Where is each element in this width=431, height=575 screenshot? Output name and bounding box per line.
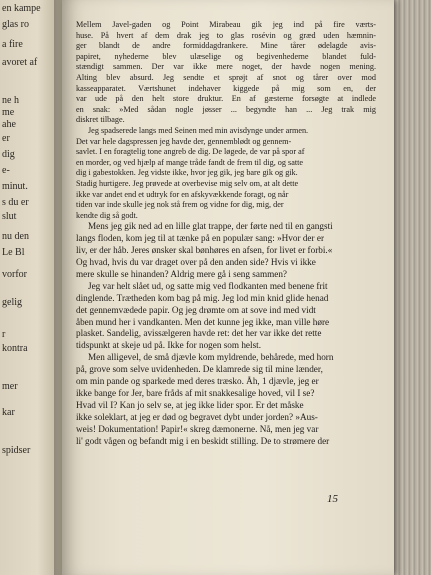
page-stack-edge <box>391 0 431 575</box>
text-line: huse. På hvert af dem drak jeg to glas rosévin og græd uden hæmnin- <box>76 30 376 40</box>
left-page <box>0 0 62 575</box>
text-line: mere skulle se hinanden? Aldrig mere gå i seng sammen? <box>76 268 287 279</box>
text-line: Mellem Javel-gaden og Point Mirabeau gik jeg ind på fire værts- <box>76 20 376 29</box>
left-page-text-fragment: dig <box>2 149 15 160</box>
text-line: kasseapparatet. Værtshunet indehaver kiggede på mig som en, der <box>76 83 376 93</box>
text-line: det gennemvædede papir. Og jeg drømte om at sove ind med vidt <box>76 304 316 315</box>
text-line: plasket. Sandelig, avissælgeren havde ret: det her var ikke det rette <box>76 328 322 339</box>
text-line: Det var hele dagspressen jeg havde der, gennemblødt og gennem- <box>76 136 292 146</box>
left-page-text-fragment: gelig <box>2 297 22 308</box>
paragraph-3 <box>76 221 376 281</box>
text-line: stændigt sammen. Der var ikke mere noget, der havde nogen mening. <box>76 62 376 72</box>
page-text <box>76 20 376 448</box>
text-line: weis! Dokumentation! Papir!« skreg dæmonerne. Nå, men jeg var <box>76 423 319 434</box>
text-line: Hvad vil I? Kan jo selv se, at jeg ikke lider spor. Er det måske <box>76 399 304 410</box>
left-page-text-fragment: minut. <box>2 181 28 192</box>
text-line: på, grove som selve uvidenheden. De klamrede sig til mine lænder, <box>76 364 323 375</box>
left-page-text-fragment: me <box>2 107 15 118</box>
paragraph-4 <box>76 281 376 352</box>
text-line: savlet. I en foragtelig tone angreb de dig. De løgede, de var på spor af <box>76 147 305 157</box>
text-line: Og hvad, hvis du var draget over på den anden side? Hvis vi ikke <box>76 257 316 267</box>
text-line: langs floden, kom jeg til at tænke på en populær sang: »Hvor der er <box>76 233 325 244</box>
paragraph-1 <box>76 20 376 126</box>
text-line: Stadig hurtigere. Jeg prøvede at overbevise mig selv om, at alt dette <box>76 178 299 188</box>
left-page-text-fragment: slut <box>2 211 17 222</box>
text-line: tiden var inde skulle jeg nok stå frem og vidne for dig, mig, der <box>76 200 284 210</box>
text-line: li' godt vågen og befandt mig i en beskidt stilling. De to strømere der <box>76 435 330 446</box>
left-page-text-fragment: spidser <box>2 445 31 456</box>
page-number: 15 <box>327 493 338 505</box>
left-page-text-fragment: glas ro <box>2 19 29 30</box>
text-line: kendte dig så godt. <box>76 210 138 220</box>
text-line: Jeg spadserede langs med Seinen med min avisdynge under armen. <box>88 125 309 135</box>
left-page-text-fragment: avoret af <box>2 57 38 68</box>
left-page-text-fragment: mer <box>2 381 18 392</box>
text-line: var ude på den helt store druktur. En af gæsterne forsøgte at indlede <box>76 94 376 104</box>
left-page-text-fragment: kontra <box>2 343 28 354</box>
text-line: Mens jeg gik ned ad en lille glat trappe, der førte ned til en gangsti <box>88 221 333 232</box>
left-page-text-fragment: er <box>2 133 10 144</box>
left-page-text-fragment: s du er <box>2 197 29 208</box>
text-line: ikke bange for Jer, bare fråds af mit snakkesalige hoved, vil I se? <box>76 387 315 398</box>
text-line: ger blandt de andre formiddagdrankere. Mine tårer ødelagde avis- <box>76 41 376 51</box>
text-line: Alting blev absurd. Jeg sendte et sprøjt af snot og tårer over mod <box>76 72 376 82</box>
text-line: diskret tilbage. <box>76 115 125 125</box>
text-line: ikke soleklart, at jeg er død og begravet dybt under jorden? »Aus- <box>76 411 318 422</box>
left-page-text-fragment: r <box>2 329 6 340</box>
left-page-text-fragment: ahe <box>2 119 16 130</box>
left-page-text-fragment: vorfor <box>2 269 27 280</box>
right-page <box>62 0 394 575</box>
paragraph-2 <box>76 126 376 221</box>
text-line: åben mund her i vandkanten. Men det kunne jeg ikke, man ville høre <box>76 316 330 327</box>
left-page-text-fragment: en kampe <box>2 3 41 14</box>
text-line: en snak: »Med sådan nogle jøsser ... begyndte han ... Jeg trak mig <box>76 104 376 114</box>
left-page-text-fragment: a fire <box>2 39 23 50</box>
text-line: tidspunkt at skeje ud på. Ikke for nogen som helst. <box>76 340 261 351</box>
text-line: Jeg var helt slået ud, og satte mig ved flodkanten med benene frit <box>88 280 328 291</box>
text-line: liv, er der håb. Jeres ønsker skal bønhøres en afsen, for livet er forbi.« <box>76 245 333 256</box>
paragraph-5 <box>76 352 376 447</box>
left-page-text-fragment: ne h <box>2 95 19 106</box>
text-line: papiret, nyhederne blev ulæselige og begivenhederne blandet fuld- <box>76 51 376 61</box>
text-line: om min pande og sparkede med deres træsko. Åh, 1 djævle, jeg er <box>76 376 319 387</box>
left-page-text-fragment: kar <box>2 407 15 418</box>
text-line: dig i gabestokken. Jeg vidste ikke, hvor jeg gik, jeg bare gik og gik. <box>76 168 298 178</box>
text-line: ikke var andet end et udtryk for en afskyvækkende foragt, og når <box>76 189 289 199</box>
text-line: dinglende. Trætheden kom bag på mig. Jeg lod min knid glide henad <box>76 292 329 303</box>
text-line: Men alligevel, de små djævle kom myldrende, behårede, med horn <box>88 352 334 363</box>
left-page-text-fragment: nu den <box>2 231 29 242</box>
text-line: en morder, og ved hjælp af mange tråde fandt de frem til dig, og satte <box>76 157 304 167</box>
left-page-text-fragment: Le Bl <box>2 247 25 258</box>
left-page-text-fragment: e- <box>2 165 10 176</box>
